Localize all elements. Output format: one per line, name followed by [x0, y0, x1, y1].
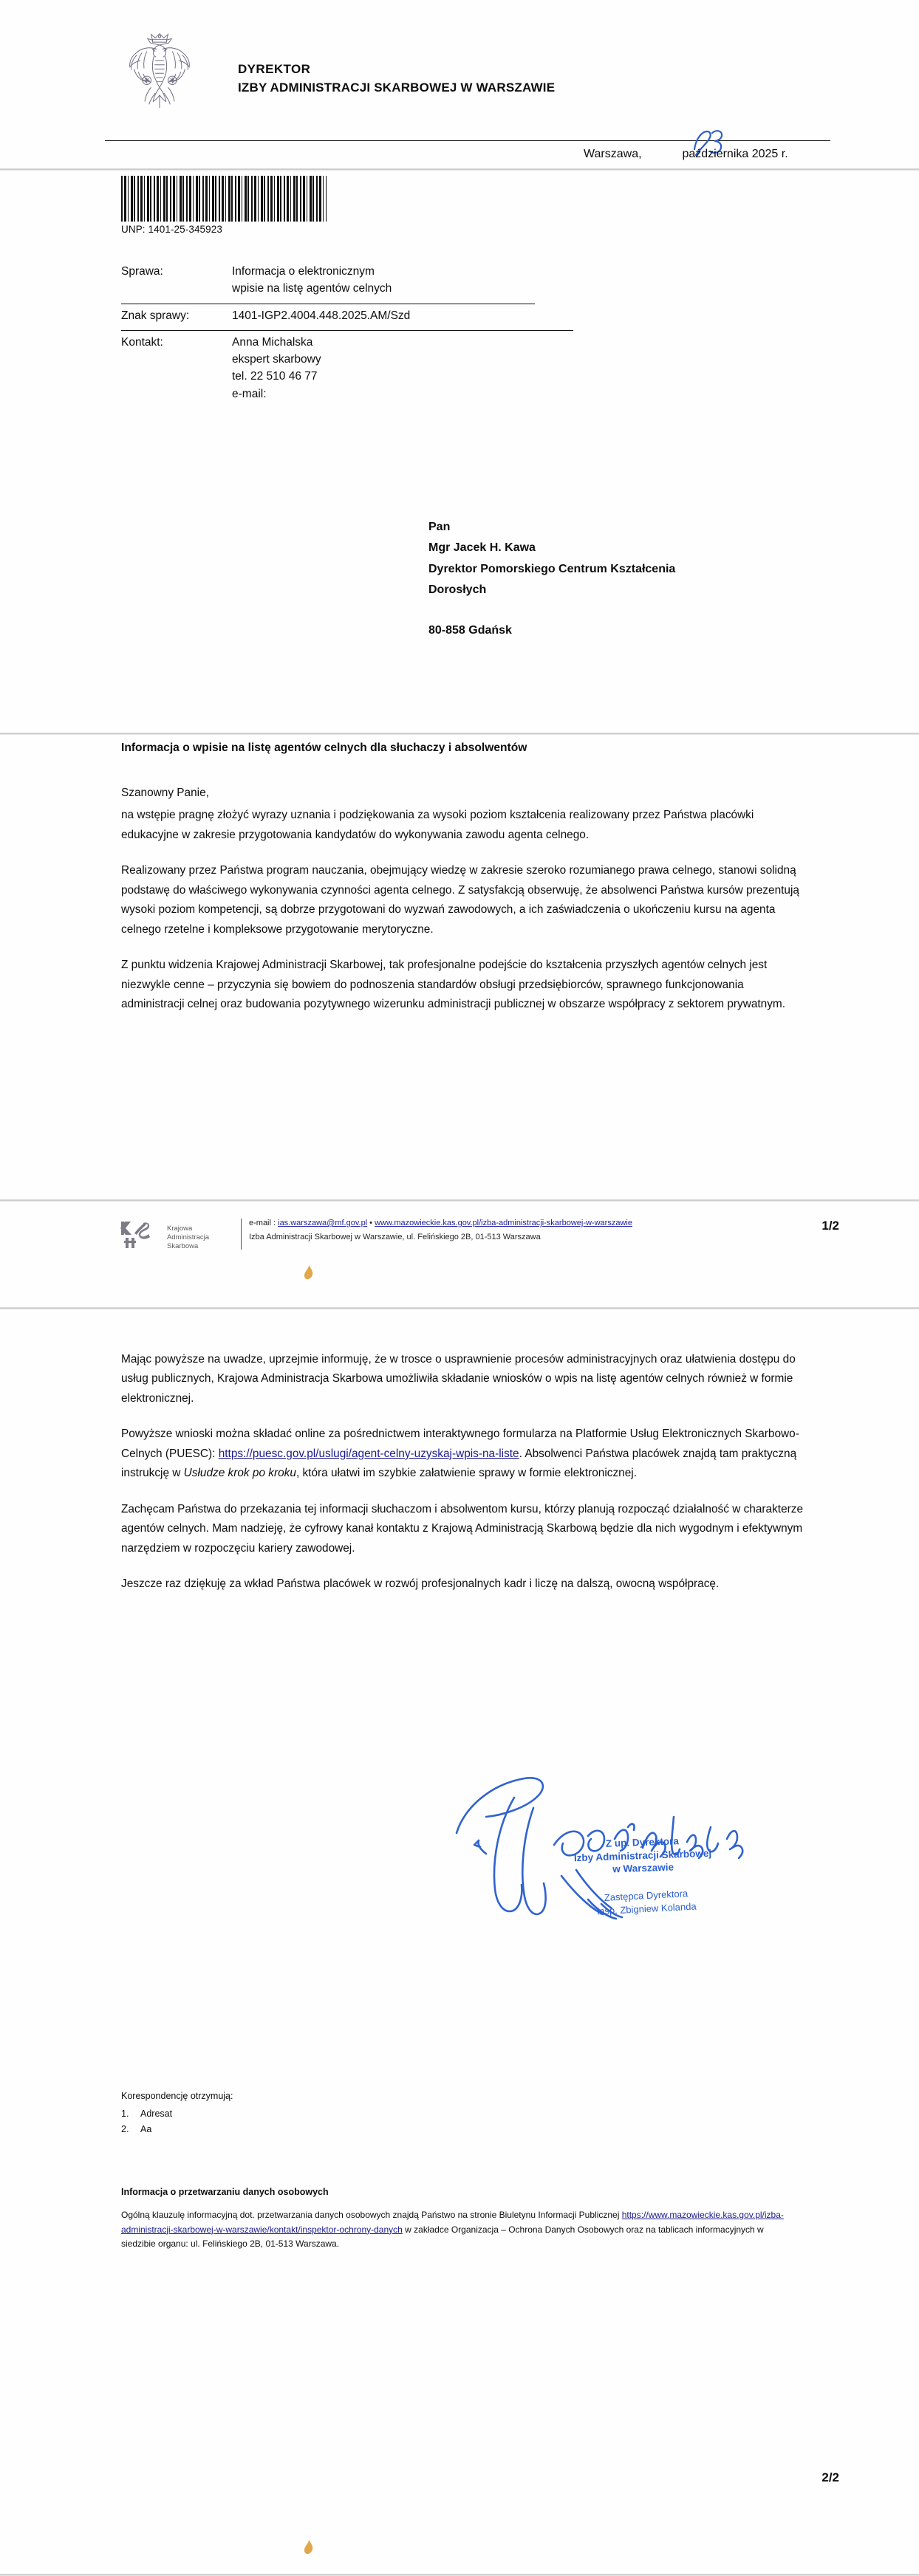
- letter-paragraph-5: [121, 1425, 808, 1483]
- letter-subject: Informacja o wpisie na listę agentów celnych dla słuchaczy i absolwentów: [121, 741, 527, 754]
- data-protection-body: [121, 2208, 786, 2251]
- data-protection-title: Informacja o przetwarzaniu danych osobowych: [121, 2187, 329, 2197]
- addressee-name: Mgr Jacek H. Kawa: [428, 541, 536, 555]
- letter-paragraph-2: Realizowany przez Państwa program nauczania, obejmujący wiedzę w zakresie szeroko rozumianego prawa celnego, stanowi solidną podstawę do właściwego wykonywania czynności agenta celnego. Z satysfakcją obserwuję, że absolwenci Państwa kursów prezentują wysoki poziom kompetencji, są dobrze przygotowani do wyzwań zawodowych, a ich zaświadczenia o ukończeniu kursu na agenta celnego rzetelne i kompleksowe przygotowanie merytoryczne.: [121, 864, 799, 936]
- kas-logo-label: [167, 1224, 235, 1251]
- flame-mark-icon: [303, 1264, 315, 1281]
- list-item: [121, 2106, 786, 2121]
- puesc-text-before: Powyższe wnioski można składać online za pośrednictwem interaktywnego formularza na Platformie Usług Elektronicznych Skarbowo-Celnych (PUESC):: [121, 1428, 799, 1460]
- unp-number: UNP: 1401-25-345923: [121, 224, 222, 235]
- contact-name: Anna Michalska: [232, 335, 313, 349]
- puesc-link[interactable]: https://puesc.gov.pl/uslugi/agent-celny-uzyskaj-wpis-na-liste: [218, 1447, 519, 1460]
- distribution-items: [121, 2106, 786, 2137]
- signatory-name: insp. Zbigniew Kolanda: [596, 1900, 697, 1917]
- page-number-1: 1/2: [821, 1219, 839, 1233]
- puesc-text-end: , która ułatwi im szybkie załatwienie sprawy w formie elektronicznej.: [295, 1467, 637, 1480]
- paper-edge: [0, 1307, 919, 1309]
- puesc-text-after: . Absolwenci Państwa placówek znajdą tam praktyczną instrukcję w: [121, 1447, 797, 1480]
- letter-paragraph-4: Mając powyższe na uwadze, uprzejmie informuję, że w trosce o usprawnienie procesów administracyjnych oraz ułatwienia dostępu do usług publicznych, Krajowa Administracja Skarbowa umożliwiła składanie wniosków o wpis na listę agentów celnych również w formie elektronicznej.: [121, 1353, 796, 1405]
- letter-salutation: Szanowny Panie,: [121, 786, 209, 799]
- signature-block: [443, 1765, 798, 1920]
- letter-paragraph-3: Z punktu widzenia Krajowej Administracji Skarbowej, tak profesjonalne podejście do kształcenia przyszłych agentów celnych jest niezwykle cenne – przyczynia się bowiem do podnoszenia standardów obsługi przedsiębiorców, sprawnego funkcjonowania administracji celnej oraz budowania pozytywnego wizerunku administracji publicznej w obszarze współpracy z sektorem prywatnym.: [121, 959, 786, 1011]
- rodo-text-after: w zakładce Organizacja – Ochrona Danych Osobowych oraz na tablicach informacyjnych w siedzibie organu: ul. Felińskiego 2B, 01-513 Warszawa.: [121, 2224, 764, 2250]
- metadata-label: Sprawa:: [121, 265, 163, 278]
- list-item-label: Adresat: [140, 2109, 173, 2120]
- signature-line-3: w Warszawie: [612, 1861, 674, 1875]
- footer-bullet: •: [367, 1219, 375, 1227]
- metadata-value-line: 1401-IGP2.4004.448.2025.AM/Szd: [232, 309, 411, 322]
- letterhead-line-1: DYREKTOR: [238, 62, 311, 76]
- letter-paragraph-1: na wstępie pragnę złożyć wyrazy uznania i podziękowania za wysoki poziom kształcenia realizowany przez Państwa placówki edukacyjne w zakresie przygotowania kandydatów do wykonywania zawodu agenta celnego.: [121, 809, 754, 841]
- data-protection-notice: [121, 2185, 786, 2252]
- document-page-2: [0, 1307, 919, 2576]
- paper-edge: [0, 733, 919, 735]
- date-line: [584, 148, 788, 161]
- metadata-table: [121, 260, 573, 407]
- metadata-row-kontakt: [121, 331, 573, 407]
- list-item: [121, 2122, 786, 2137]
- kas-label-line-2: Skarbowa: [167, 1241, 199, 1250]
- letterhead-text: [238, 61, 555, 97]
- rodo-text-before: Ogólną klauzulę informacyjną dot. przetwarzania danych osobowych znajdą Państwo na stronie Biuletynu Informacji Publicznej: [121, 2210, 622, 2221]
- paper-edge: [0, 168, 919, 171]
- metadata-label: Znak sprawy:: [121, 309, 190, 322]
- signature-line-2: Izby Administracji Skarbowej: [573, 1847, 712, 1863]
- footer-address: Izba Administracji Skarbowej w Warszawie, ul. Felińskiego 2B, 01-513 Warszawa: [249, 1232, 541, 1241]
- flame-mark-icon: [303, 2539, 315, 2555]
- distribution-title: Korespondencję otrzymują:: [121, 2091, 233, 2101]
- addressee-title-line-1: Dyrektor Pomorskiego Centrum Kształcenia: [428, 562, 676, 575]
- kas-logo-icon: [118, 1219, 164, 1251]
- rodo-link[interactable]: https://www.mazowieckie.kas.gov.pl/izba-administracji-skarbowej-w-warszawie/kontakt/inspektor-ochrony-danych: [121, 2210, 784, 2235]
- date-city: Warszawa,: [584, 148, 642, 160]
- list-item-number: 2.: [121, 2123, 129, 2134]
- addressee-block: [428, 517, 675, 641]
- contact-email: e-mail:: [232, 387, 267, 400]
- metadata-row-sprawa: [121, 260, 573, 302]
- letter-body-page-1: [121, 739, 808, 1031]
- paper-fold-line: [0, 1199, 919, 1202]
- contact-phone: tel. 22 510 46 77: [232, 370, 318, 383]
- letter-body-page-2: [121, 1350, 808, 1611]
- footer-email-link[interactable]: ias.warszawa@mf.gov.pl: [278, 1219, 368, 1227]
- addressee-title-line-2: Dorosłych: [428, 583, 487, 597]
- signature-line-1: Z up. Dyrektora: [605, 1835, 680, 1849]
- service-name-italic: Usłudze krok po kroku: [183, 1467, 296, 1480]
- footer-contact: [249, 1217, 827, 1243]
- letter-paragraph-6: Zachęcam Państwa do przekazania tej informacji słuchaczom i absolwentom kursu, którzy planują rozpocząć działalność w charakterze agentów celnych. Mam nadzieję, że cyfrowy kanał kontaktu z Krajową Administracją Skarbową będzie dla nich wygodnym i efektywnym narzędziem w rozpoczęciu kariery zawodowej.: [121, 1502, 804, 1555]
- page-number-2: 2/2: [821, 2470, 839, 2484]
- footer-email-label: e-mail :: [249, 1219, 279, 1227]
- addressee-salutation: Pan: [428, 521, 451, 533]
- footer-website-link[interactable]: www.mazowieckie.kas.gov.pl/izba-administracji-skarbowej-w-warszawie: [375, 1219, 632, 1227]
- list-item-number: 1.: [121, 2109, 129, 2120]
- list-item-label: Aa: [140, 2123, 152, 2134]
- contact-role: ekspert skarbowy: [232, 353, 321, 366]
- barcode-block: [121, 176, 327, 235]
- metadata-value-line: Informacja o elektronicznym: [232, 265, 375, 278]
- letterhead: [0, 0, 919, 133]
- metadata-row-znak: [121, 304, 573, 329]
- kas-label-line-1: Krajowa Administracja: [167, 1224, 210, 1241]
- footer-divider: [241, 1219, 242, 1250]
- metadata-value-line: wpisie na listę agentów celnych: [232, 282, 392, 295]
- addressee-city: 80-858 Gdańsk: [428, 623, 512, 637]
- metadata-value: [232, 263, 392, 298]
- polish-eagle-emblem-icon: [124, 28, 195, 109]
- letterhead-line-2: IZBY ADMINISTRACJI SKARBOWEJ W WARSZAWIE: [238, 80, 556, 95]
- metadata-value: [232, 334, 321, 402]
- date-month-year: października 2025 r.: [682, 148, 788, 160]
- metadata-value: [232, 307, 410, 324]
- metadata-label: Kontakt:: [121, 335, 163, 349]
- signatory-role: Zastępca Dyrektora: [604, 1888, 689, 1903]
- barcode-image: [121, 176, 327, 222]
- signature-authority: [531, 1832, 754, 1879]
- page-footer-1: [118, 1217, 827, 1251]
- distribution-list: [121, 2089, 786, 2137]
- letter-paragraph-7: Jeszcze raz dziękuję za wkład Państwa placówek w rozwój profesjonalnych kadr i liczę na dalszą, owocną współpracę.: [121, 1578, 720, 1591]
